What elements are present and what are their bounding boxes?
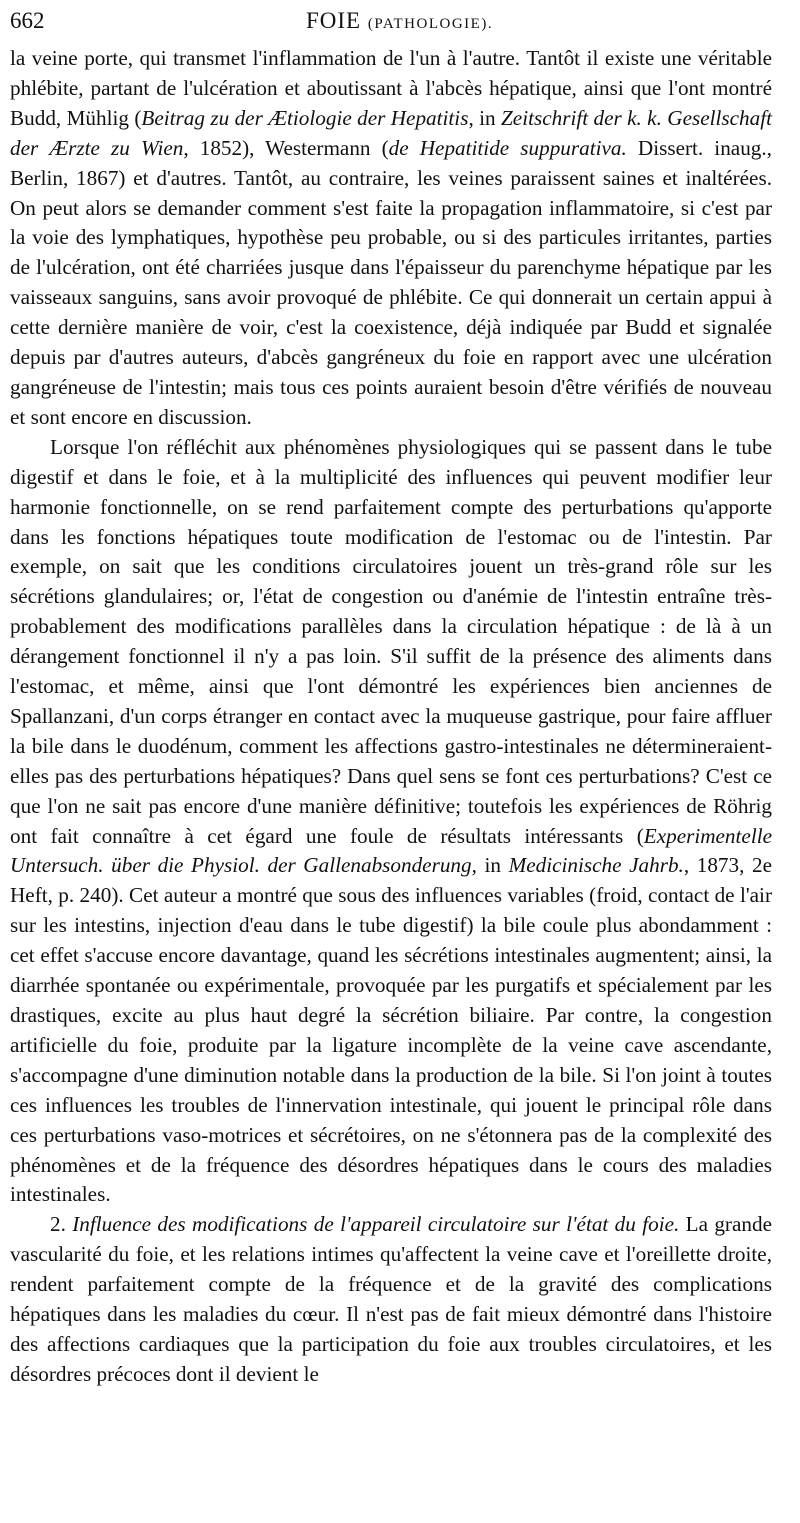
page-number: 662 <box>10 8 45 33</box>
p2-text-2: , in <box>471 853 509 878</box>
body-text <box>10 44 772 1390</box>
p1-text-1: la veine porte, qui transmet l'inflammation de l'un à l'autre. Tantôt il existe une véritable phlébite, partant de l'ulcération et aboutissant à l'abcès hépatique, ainsi que l'ont montré Budd, Mühlig ( <box>10 46 772 130</box>
p1-text-3: , 1852), Westermann ( <box>183 135 389 160</box>
p1-text-4: Dissert. inaug., Berlin, 1867) et d'autres. Tantôt, au contraire, les veines paraissent saines et inaltérées. On peut alors se demander comment s'est faite la propagation inflammatoire, si c'est par la voie des lymphatiques, hypothèse peu probable, ou si des particules irritantes, parties de l'ulcération, ont été charriées jusque dans l'épaisseur du parenchyme hépatique par les vaisseaux sanguins, sans avoir provoqué de phlébite. Ce qui donnerait un certain appui à cette dernière manière de voir, c'est la coexistence, déjà indiquée par Budd et signalée depuis par d'autres auteurs, d'abcès gangréneux du foie en rapport avec une ulcération gangréneuse de l'intestin; mais tous ces points auraient besoin d'être vérifiés de nouveau et sont encore en discussion. <box>10 135 772 429</box>
p1-citation-title-2: de Hepatitide suppurativa. <box>388 135 627 160</box>
p2-text-3: , 1873, 2e Heft, p. 240). Cet auteur a montré que sous des influences variables (froid, contact de l'air sur les intestins, injection d'eau dans le tube digestif) la bile coule plus abondamment : cet effet s'accuse encore davantage, quand les sécrétions intestinales augmentent; ainsi, la diarrhée spontanée ou expérimentale, provoquée par les purgatifs et spécialement par les drastiques, excite au plus haut degré la sécrétion biliaire. Par contre, la congestion artificielle du foie, produite par la ligature incomplète de la veine cave ascendante, s'accompagne d'une diminution notable dans la production de la bile. Si l'on joint à toutes ces influences les troubles de l'innervation intestinale, qui jouent le principal rôle dans ces perturbations vaso-motrices et sécrétoires, on ne s'étonnera pas de la complexité des phénomènes et de la fréquence des désordres hépatiques dans le cours des maladies intestinales. <box>10 853 772 1207</box>
running-title-main: FOIE <box>306 8 362 33</box>
section-number: 2. <box>50 1212 73 1237</box>
section-heading: Influence des modifications de l'appareil circulatoire sur l'état du foie. <box>72 1212 680 1237</box>
paragraph-2 <box>10 433 772 1211</box>
paragraph-3 <box>10 1210 772 1389</box>
page-header <box>10 4 772 44</box>
p1-citation-journal: Zeitschrift der k. k. Gesellschaft der Ærzte zu Wien <box>10 105 773 160</box>
p2-citation-journal: Medicinische Jahrb. <box>508 853 684 878</box>
paragraph-1 <box>10 44 772 433</box>
p2-citation-title: Experimentelle Untersuch. über die Physiol. der Gallenabsonderung <box>10 823 772 878</box>
p2-text-1: Lorsque l'on réfléchit aux phénomènes physiologiques qui se passent dans le tube digestif et dans le foie, et à la multiplicité des influences qui peuvent modifier leur harmonie fonctionnelle, on se rend parfaitement compte des perturbations qu'apporte dans les fonctions hépatiques toute modification de l'estomac ou de l'intestin. Par exemple, on sait que les conditions circulatoires jouent un très-grand rôle sur les sécrétions glandulaires; or, l'état de congestion ou d'anémie de l'intestin entraîne très-probablement des modifications parallèles dans la circulation hépatique : de là à un dérangement fonctionnel il n'y a pas loin. S'il suffit de la présence des aliments dans l'estomac, et même, ainsi que l'ont démontré les expériences bien anciennes de Spallanzani, d'un corps étranger en contact avec la muqueuse gastrique, pour faire affluer la bile dans le duodénum, comment les affections gastro-intestinales ne détermineraient-elles pas des perturbations hépatiques? Dans quel sens se font ces perturbations? C'est ce que l'on ne sait pas encore d'une manière définitive; toutefois les expériences de Röhrig ont fait connaître à cet égard une foule de résultats intéressants ( <box>10 434 772 848</box>
p1-citation-title-1: Beitrag zu der Ætiologie der Hepatitis <box>141 105 469 130</box>
p1-text-2: , in <box>468 105 501 130</box>
running-title <box>306 8 493 34</box>
p3-text-1: La grande vascularité du foie, et les relations intimes qu'affectent la veine cave et l'oreillette droite, rendent parfaitement compte de la fréquence et de la gravité des complications hépatiques dans les maladies du cœur. Il n'est pas de fait mieux démontré dans l'histoire des affections cardiaques que la participation du foie aux troubles circulatoires, et les désordres précoces dont il devient le <box>10 1212 772 1386</box>
document-page <box>10 4 772 1390</box>
running-title-subtitle: (PATHOLOGIE). <box>367 16 494 32</box>
